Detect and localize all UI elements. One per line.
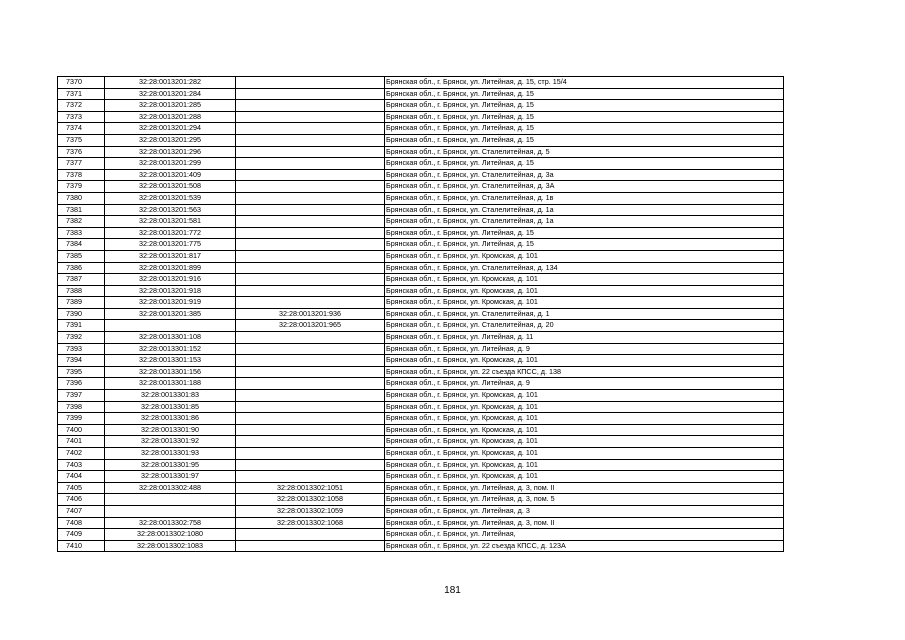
address-cell: Брянская обл., г. Брянск, ул. Сталелитейная, д. 1в (385, 192, 784, 204)
table-row (58, 529, 784, 541)
address-cell: Брянская обл., г. Брянск, ул. 22 съезда КПСС, д. 138 (385, 366, 784, 378)
table-row (58, 88, 784, 100)
row-number-cell: 7392 (58, 332, 105, 344)
cadastral-number-cell: 32:28:0013301:86 (105, 413, 236, 425)
address-cell: Брянская обл., г. Брянск, ул. Сталелитейная, д. 1а (385, 216, 784, 228)
table-row (58, 366, 784, 378)
row-number-cell: 7389 (58, 297, 105, 309)
cadastral-number-2-cell (236, 459, 385, 471)
cadastral-number-cell: 32:28:0013201:295 (105, 134, 236, 146)
cadastral-number-cell: 32:28:0013201:918 (105, 285, 236, 297)
table-row (58, 517, 784, 529)
row-number-cell: 7396 (58, 378, 105, 390)
table-body (58, 77, 784, 552)
cadastral-number-2-cell: 32:28:0013302:1058 (236, 494, 385, 506)
cadastral-number-cell: 32:28:0013201:581 (105, 216, 236, 228)
address-cell: Брянская обл., г. Брянск, ул. Литейная, д. 3 (385, 505, 784, 517)
address-cell: Брянская обл., г. Брянск, ул. Литейная, д. 9 (385, 343, 784, 355)
cadastral-number-cell: 32:28:0013302:1083 (105, 540, 236, 552)
cadastral-number-cell: 32:28:0013201:285 (105, 100, 236, 112)
row-number-cell: 7377 (58, 158, 105, 170)
table-row (58, 343, 784, 355)
row-number-cell: 7383 (58, 227, 105, 239)
cadastral-number-cell: 32:28:0013201:563 (105, 204, 236, 216)
address-cell: Брянская обл., г. Брянск, ул. Сталелитейная, д. 3А (385, 181, 784, 193)
cadastral-number-cell: 32:28:0013201:919 (105, 297, 236, 309)
table-row (58, 250, 784, 262)
cadastral-number-cell: 32:28:0013201:916 (105, 274, 236, 286)
address-cell: Брянская обл., г. Брянск, ул. Кромская, д. 101 (385, 471, 784, 483)
address-cell: Брянская обл., г. Брянск, ул. Литейная, (385, 529, 784, 541)
address-cell: Брянская обл., г. Брянск, ул. Сталелитейная, д. 134 (385, 262, 784, 274)
row-number-cell: 7404 (58, 471, 105, 483)
row-number-cell: 7376 (58, 146, 105, 158)
table-row (58, 320, 784, 332)
table-row (58, 413, 784, 425)
cadastral-number-2-cell (236, 413, 385, 425)
cadastral-number-2-cell (236, 216, 385, 228)
cadastral-number-cell: 32:28:0013301:153 (105, 355, 236, 367)
cadastral-number-2-cell (236, 262, 385, 274)
address-cell: Брянская обл., г. Брянск, ул. Литейная, д. 15 (385, 100, 784, 112)
cadastral-number-2-cell (236, 529, 385, 541)
table-row (58, 111, 784, 123)
cadastral-number-cell: 32:28:0013301:108 (105, 332, 236, 344)
table-row (58, 285, 784, 297)
cadastral-number-2-cell: 32:28:0013302:1068 (236, 517, 385, 529)
cadastral-number-2-cell (236, 332, 385, 344)
table-row (58, 482, 784, 494)
cadastral-number-2-cell (236, 378, 385, 390)
table-row (58, 134, 784, 146)
cadastral-number-2-cell (236, 471, 385, 483)
cadastral-number-cell (105, 505, 236, 517)
address-cell: Брянская обл., г. Брянск, ул. Литейная, д. 3, пом. II (385, 482, 784, 494)
cadastral-number-2-cell (236, 134, 385, 146)
address-cell: Брянская обл., г. Брянск, ул. Кромская, д. 101 (385, 250, 784, 262)
cadastral-number-2-cell (236, 274, 385, 286)
cadastral-number-2-cell (236, 436, 385, 448)
row-number-cell: 7381 (58, 204, 105, 216)
cadastral-number-cell: 32:28:0013201:539 (105, 192, 236, 204)
row-number-cell: 7382 (58, 216, 105, 228)
table-row (58, 77, 784, 89)
row-number-cell: 7402 (58, 448, 105, 460)
cadastral-number-cell (105, 494, 236, 506)
row-number-cell: 7398 (58, 401, 105, 413)
cadastral-number-cell: 32:28:0013301:97 (105, 471, 236, 483)
cadastral-number-2-cell (236, 169, 385, 181)
address-cell: Брянская обл., г. Брянск, ул. Литейная, д. 15 (385, 158, 784, 170)
address-cell: Брянская обл., г. Брянск, ул. Сталелитейная, д. 1 (385, 308, 784, 320)
row-number-cell: 7400 (58, 424, 105, 436)
address-cell: Брянская обл., г. Брянск, ул. Сталелитейная, д. 1а (385, 204, 784, 216)
cadastral-number-cell: 32:28:0013201:775 (105, 239, 236, 251)
row-number-cell: 7408 (58, 517, 105, 529)
row-number-cell: 7406 (58, 494, 105, 506)
address-cell: Брянская обл., г. Брянск, ул. Кромская, д. 101 (385, 355, 784, 367)
row-number-cell: 7405 (58, 482, 105, 494)
address-cell: Брянская обл., г. Брянск, ул. Кромская, д. 101 (385, 413, 784, 425)
address-cell: Брянская обл., г. Брянск, ул. Кромская, д. 101 (385, 448, 784, 460)
table-row (58, 494, 784, 506)
table-row (58, 297, 784, 309)
address-cell: Брянская обл., г. Брянск, ул. Кромская, д. 101 (385, 390, 784, 402)
cadastral-number-cell: 32:28:0013201:296 (105, 146, 236, 158)
address-cell: Брянская обл., г. Брянск, ул. Литейная, д. 3, пом. II (385, 517, 784, 529)
cadastral-number-cell: 32:28:0013301:92 (105, 436, 236, 448)
cadastral-table (57, 76, 784, 552)
cadastral-number-2-cell (236, 204, 385, 216)
cadastral-number-cell: 32:28:0013301:93 (105, 448, 236, 460)
cadastral-number-2-cell (236, 540, 385, 552)
table-row (58, 123, 784, 135)
cadastral-number-cell: 32:28:0013301:188 (105, 378, 236, 390)
table-row (58, 227, 784, 239)
address-cell: Брянская обл., г. Брянск, ул. Кромская, д. 101 (385, 401, 784, 413)
table-row (58, 204, 784, 216)
address-cell: Брянская обл., г. Брянск, ул. Литейная, д. 11 (385, 332, 784, 344)
cadastral-number-cell: 32:28:0013301:95 (105, 459, 236, 471)
address-cell: Брянская обл., г. Брянск, ул. Литейная, д. 9 (385, 378, 784, 390)
row-number-cell: 7378 (58, 169, 105, 181)
table-row (58, 424, 784, 436)
cadastral-number-cell: 32:28:0013201:772 (105, 227, 236, 239)
address-cell: Брянская обл., г. Брянск, ул. Кромская, д. 101 (385, 297, 784, 309)
cadastral-number-cell: 32:28:0013201:299 (105, 158, 236, 170)
cadastral-number-cell: 32:28:0013201:385 (105, 308, 236, 320)
table-row (58, 540, 784, 552)
row-number-cell: 7372 (58, 100, 105, 112)
cadastral-number-2-cell (236, 192, 385, 204)
row-number-cell: 7409 (58, 529, 105, 541)
table-row (58, 436, 784, 448)
cadastral-number-2-cell (236, 123, 385, 135)
table-row (58, 332, 784, 344)
address-cell: Брянская обл., г. Брянск, ул. Сталелитейная, д. 20 (385, 320, 784, 332)
cadastral-number-2-cell: 32:28:0013201:965 (236, 320, 385, 332)
cadastral-number-2-cell (236, 88, 385, 100)
table-row (58, 100, 784, 112)
row-number-cell: 7410 (58, 540, 105, 552)
row-number-cell: 7394 (58, 355, 105, 367)
cadastral-number-cell: 32:28:0013301:90 (105, 424, 236, 436)
cadastral-number-2-cell (236, 448, 385, 460)
table-row (58, 181, 784, 193)
cadastral-number-cell: 32:28:0013301:152 (105, 343, 236, 355)
cadastral-number-2-cell (236, 239, 385, 251)
table-row (58, 505, 784, 517)
cadastral-number-cell: 32:28:0013201:284 (105, 88, 236, 100)
row-number-cell: 7403 (58, 459, 105, 471)
cadastral-number-cell: 32:28:0013201:899 (105, 262, 236, 274)
cadastral-number-cell: 32:28:0013301:83 (105, 390, 236, 402)
page-number: 181 (444, 585, 461, 596)
table-row (58, 390, 784, 402)
cadastral-number-2-cell (236, 297, 385, 309)
address-cell: Брянская обл., г. Брянск, ул. Кромская, д. 101 (385, 424, 784, 436)
address-cell: Брянская обл., г. Брянск, ул. Литейная, д. 15, стр. 15/4 (385, 77, 784, 89)
cadastral-number-2-cell: 32:28:0013302:1059 (236, 505, 385, 517)
cadastral-number-2-cell (236, 181, 385, 193)
cadastral-number-2-cell (236, 100, 385, 112)
row-number-cell: 7370 (58, 77, 105, 89)
address-cell: Брянская обл., г. Брянск, ул. Литейная, д. 3, пом. 5 (385, 494, 784, 506)
row-number-cell: 7397 (58, 390, 105, 402)
row-number-cell: 7399 (58, 413, 105, 425)
cadastral-number-2-cell (236, 250, 385, 262)
cadastral-number-cell (105, 320, 236, 332)
row-number-cell: 7373 (58, 111, 105, 123)
table-row (58, 169, 784, 181)
row-number-cell: 7395 (58, 366, 105, 378)
cadastral-number-2-cell (236, 343, 385, 355)
row-number-cell: 7380 (58, 192, 105, 204)
cadastral-number-2-cell (236, 111, 385, 123)
table-row (58, 459, 784, 471)
cadastral-number-2-cell (236, 424, 385, 436)
cadastral-number-cell: 32:28:0013201:508 (105, 181, 236, 193)
row-number-cell: 7401 (58, 436, 105, 448)
address-cell: Брянская обл., г. Брянск, ул. 22 съезда КПСС, д. 123А (385, 540, 784, 552)
address-cell: Брянская обл., г. Брянск, ул. Сталелитейная, д. 5 (385, 146, 784, 158)
row-number-cell: 7407 (58, 505, 105, 517)
table-row (58, 355, 784, 367)
address-cell: Брянская обл., г. Брянск, ул. Кромская, д. 101 (385, 274, 784, 286)
table-row (58, 448, 784, 460)
cadastral-number-cell: 32:28:0013201:282 (105, 77, 236, 89)
table-row (58, 158, 784, 170)
cadastral-number-2-cell (236, 401, 385, 413)
cadastral-number-2-cell (236, 158, 385, 170)
row-number-cell: 7384 (58, 239, 105, 251)
cadastral-number-2-cell (236, 146, 385, 158)
cadastral-number-2-cell (236, 285, 385, 297)
address-cell: Брянская обл., г. Брянск, ул. Сталелитейная, д. 3а (385, 169, 784, 181)
cadastral-number-2-cell: 32:28:0013302:1051 (236, 482, 385, 494)
cadastral-number-2-cell (236, 355, 385, 367)
table-row (58, 262, 784, 274)
address-cell: Брянская обл., г. Брянск, ул. Литейная, д. 15 (385, 111, 784, 123)
cadastral-number-2-cell (236, 77, 385, 89)
row-number-cell: 7374 (58, 123, 105, 135)
row-number-cell: 7379 (58, 181, 105, 193)
cadastral-number-cell: 32:28:0013201:817 (105, 250, 236, 262)
row-number-cell: 7375 (58, 134, 105, 146)
table-row (58, 239, 784, 251)
address-cell: Брянская обл., г. Брянск, ул. Литейная, д. 15 (385, 227, 784, 239)
table-row (58, 216, 784, 228)
cadastral-number-2-cell: 32:28:0013201:936 (236, 308, 385, 320)
row-number-cell: 7393 (58, 343, 105, 355)
cadastral-number-cell: 32:28:0013201:294 (105, 123, 236, 135)
address-cell: Брянская обл., г. Брянск, ул. Литейная, д. 15 (385, 134, 784, 146)
table-row (58, 471, 784, 483)
row-number-cell: 7371 (58, 88, 105, 100)
row-number-cell: 7385 (58, 250, 105, 262)
table-row (58, 308, 784, 320)
address-cell: Брянская обл., г. Брянск, ул. Литейная, д. 15 (385, 123, 784, 135)
address-cell: Брянская обл., г. Брянск, ул. Литейная, д. 15 (385, 239, 784, 251)
row-number-cell: 7387 (58, 274, 105, 286)
address-cell: Брянская обл., г. Брянск, ул. Кромская, д. 101 (385, 459, 784, 471)
address-cell: Брянская обл., г. Брянск, ул. Кромская, д. 101 (385, 436, 784, 448)
table-row (58, 378, 784, 390)
table-row (58, 274, 784, 286)
row-number-cell: 7391 (58, 320, 105, 332)
table-row (58, 192, 784, 204)
cadastral-number-cell: 32:28:0013201:409 (105, 169, 236, 181)
cadastral-number-cell: 32:28:0013302:758 (105, 517, 236, 529)
cadastral-number-cell: 32:28:0013301:85 (105, 401, 236, 413)
row-number-cell: 7390 (58, 308, 105, 320)
cadastral-number-cell: 32:28:0013201:288 (105, 111, 236, 123)
cadastral-number-cell: 32:28:0013301:156 (105, 366, 236, 378)
cadastral-number-2-cell (236, 390, 385, 402)
cadastral-number-2-cell (236, 366, 385, 378)
cadastral-number-cell: 32:28:0013302:1080 (105, 529, 236, 541)
cadastral-number-cell: 32:28:0013302:488 (105, 482, 236, 494)
table-row (58, 146, 784, 158)
row-number-cell: 7386 (58, 262, 105, 274)
table-row (58, 401, 784, 413)
cadastral-number-2-cell (236, 227, 385, 239)
row-number-cell: 7388 (58, 285, 105, 297)
address-cell: Брянская обл., г. Брянск, ул. Кромская, д. 101 (385, 285, 784, 297)
address-cell: Брянская обл., г. Брянск, ул. Литейная, д. 15 (385, 88, 784, 100)
